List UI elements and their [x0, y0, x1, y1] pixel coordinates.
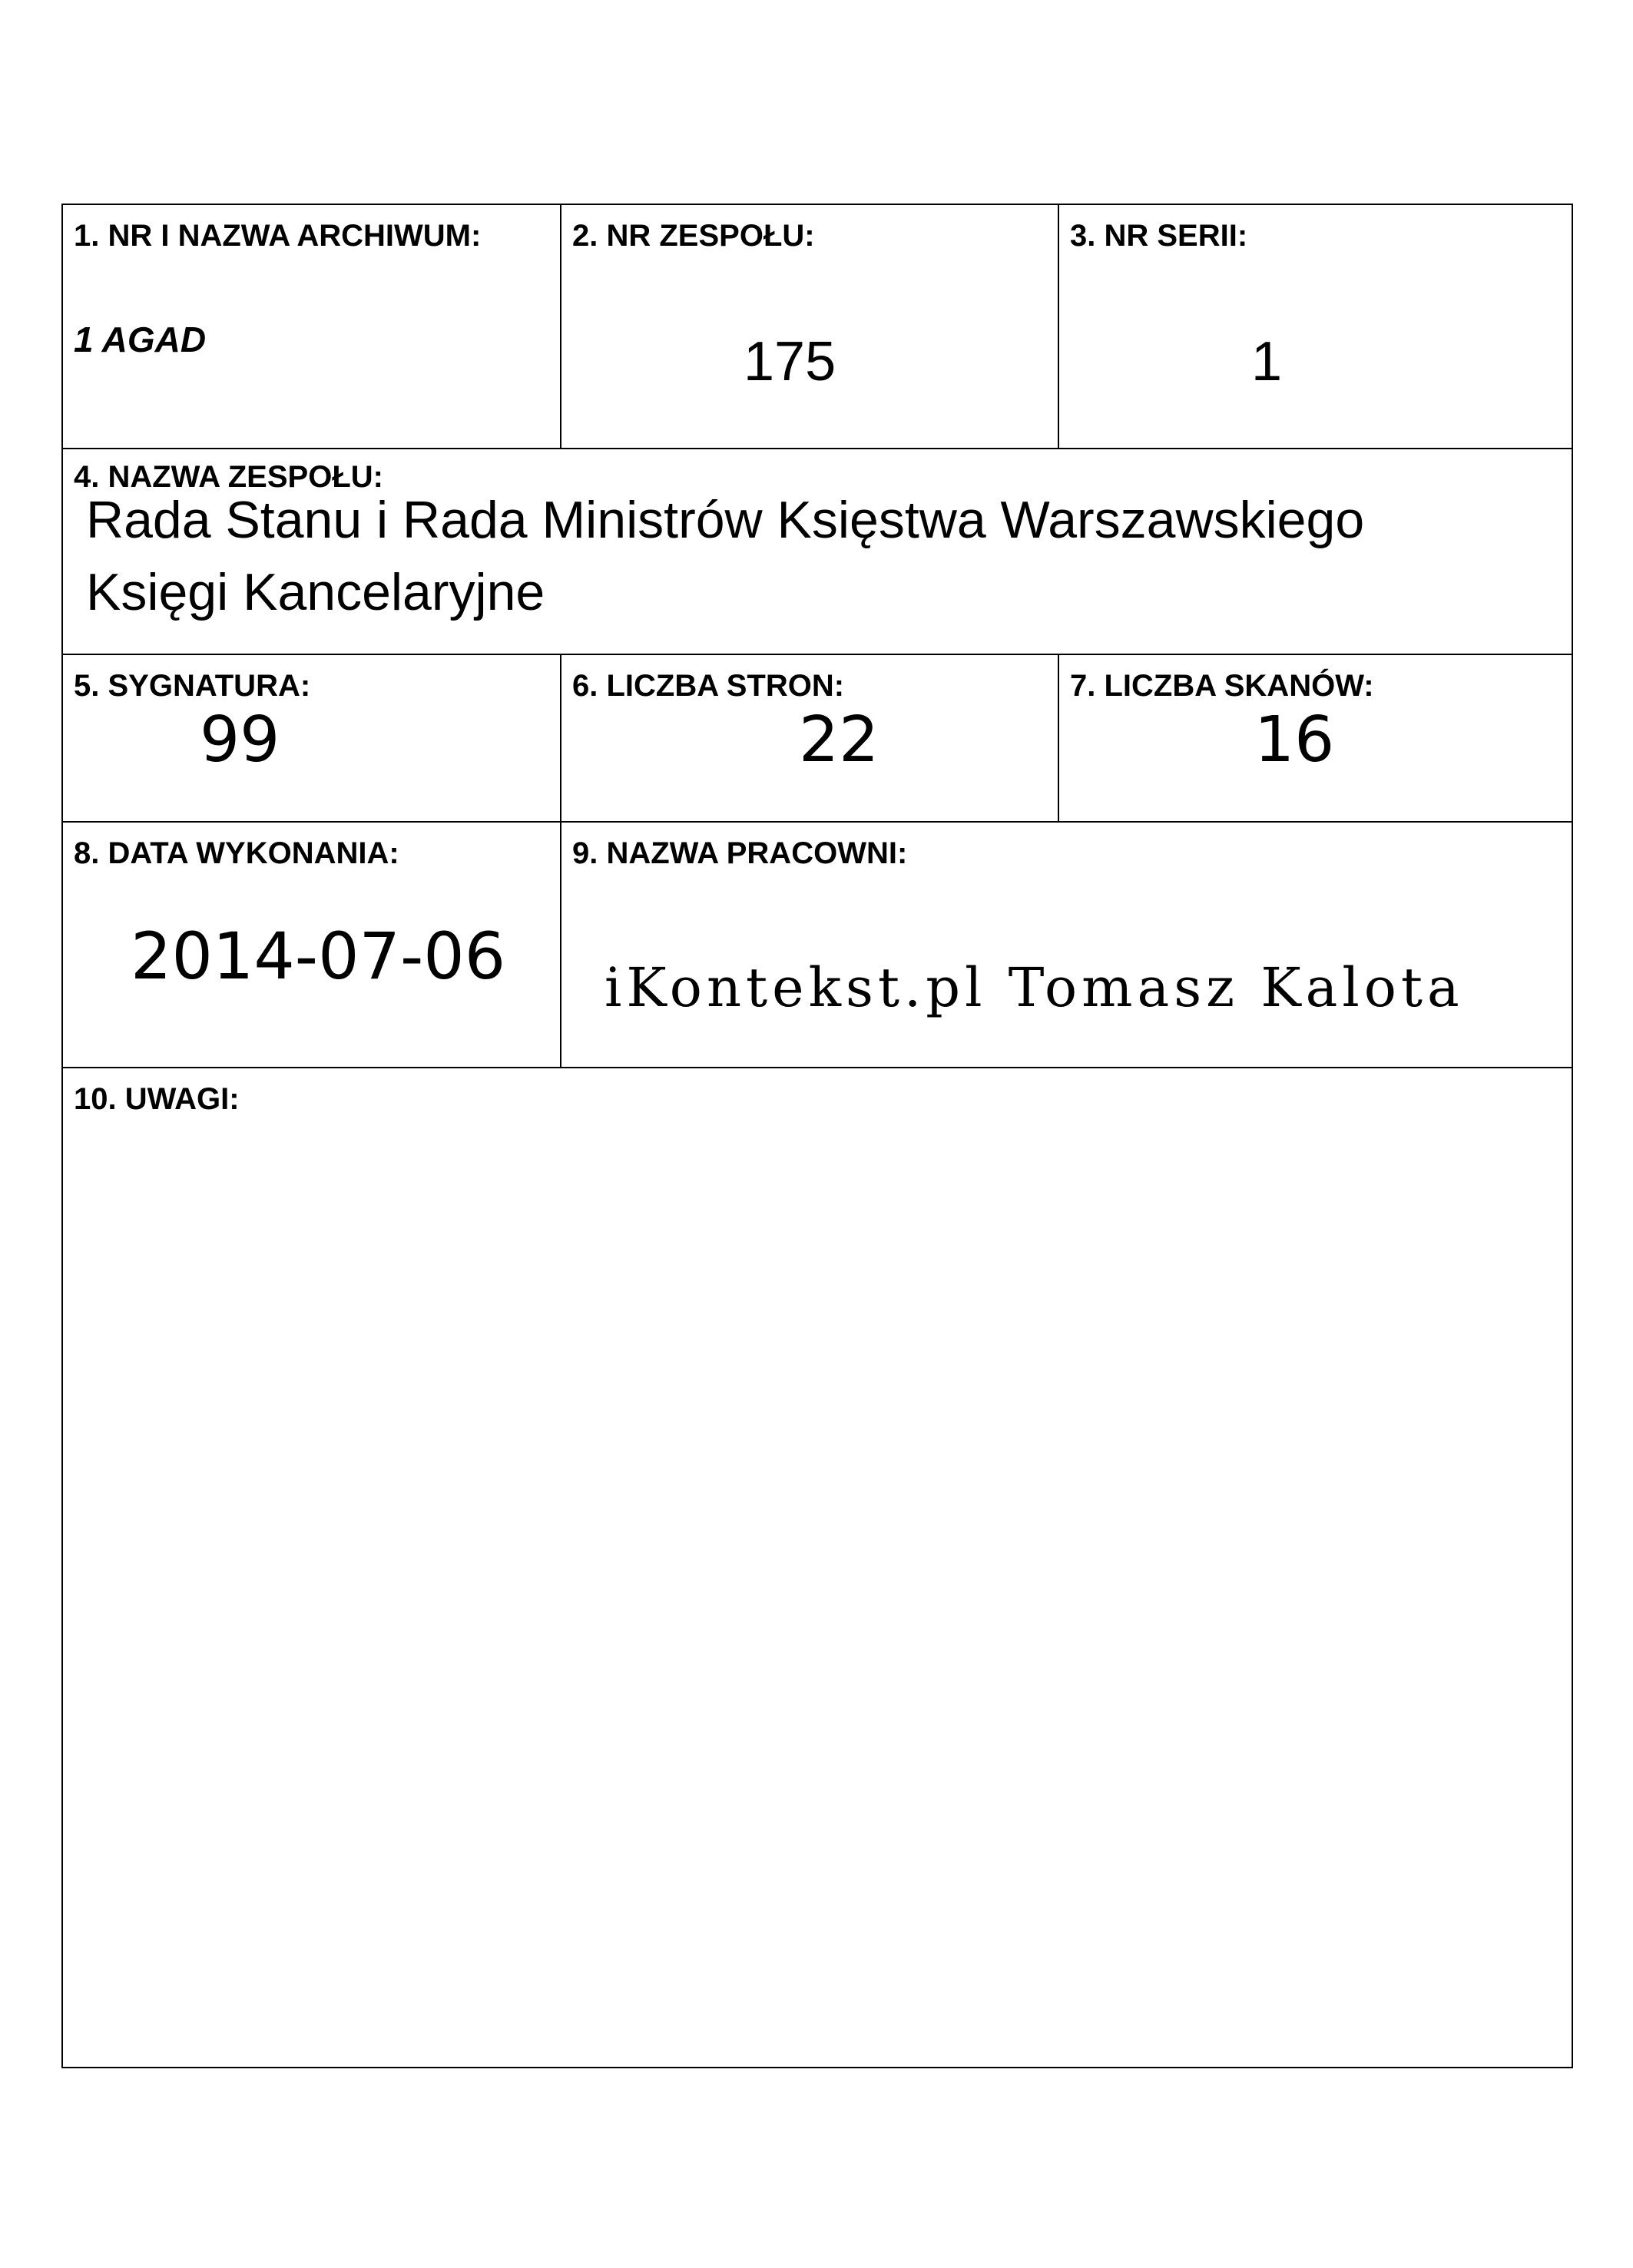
execution-date-value: 2014-07-06 [131, 919, 506, 994]
page-count-label: 6. LICZBA STRON: [572, 669, 845, 703]
series-number-value: 1 [1251, 331, 1283, 392]
series-number-label: 3. NR SERII: [1070, 219, 1248, 253]
scan-count-value: 16 [1254, 704, 1335, 776]
page-count-value: 22 [799, 704, 879, 776]
signature-value: 99 [200, 704, 280, 776]
signature-label: 5. SYGNATURA: [74, 669, 311, 703]
workshop-name-value: iKontekst.pl Tomasz Kalota [605, 956, 1464, 1019]
fonds-name-label: 4. NAZWA ZESPOŁU: [74, 460, 383, 494]
fonds-number-cell [561, 205, 1058, 448]
signature-cell [63, 655, 560, 821]
archive-label: 1. NR I NAZWA ARCHIWUM: [74, 219, 482, 253]
page-count-cell [561, 655, 1058, 821]
archive-value: 1 AGAD [74, 320, 207, 359]
fonds-name-line-1: Rada Stanu i Rada Ministrów Księstwa Warszawskiego [86, 491, 1365, 549]
execution-date-label: 8. DATA WYKONANIA: [74, 836, 399, 870]
fonds-name-line-2: Księgi Kancelaryjne [86, 563, 545, 621]
workshop-name-label: 9. NAZWA PRACOWNI: [572, 836, 908, 870]
notes-cell [63, 1068, 1573, 2067]
execution-date-cell [63, 823, 560, 1067]
scan-count-cell [1059, 655, 1573, 821]
fonds-number-value: 175 [744, 331, 836, 392]
scan-count-label: 7. LICZBA SKANÓW: [1070, 669, 1374, 703]
fonds-name-cell [63, 449, 1573, 654]
notes-label: 10. UWAGI: [74, 1082, 240, 1116]
series-number-cell [1059, 205, 1573, 448]
archive-cell [63, 205, 560, 448]
fonds-number-label: 2. NR ZESPOŁU: [572, 219, 815, 253]
archive-metadata-form [61, 204, 1573, 2068]
workshop-name-cell [561, 823, 1573, 1067]
